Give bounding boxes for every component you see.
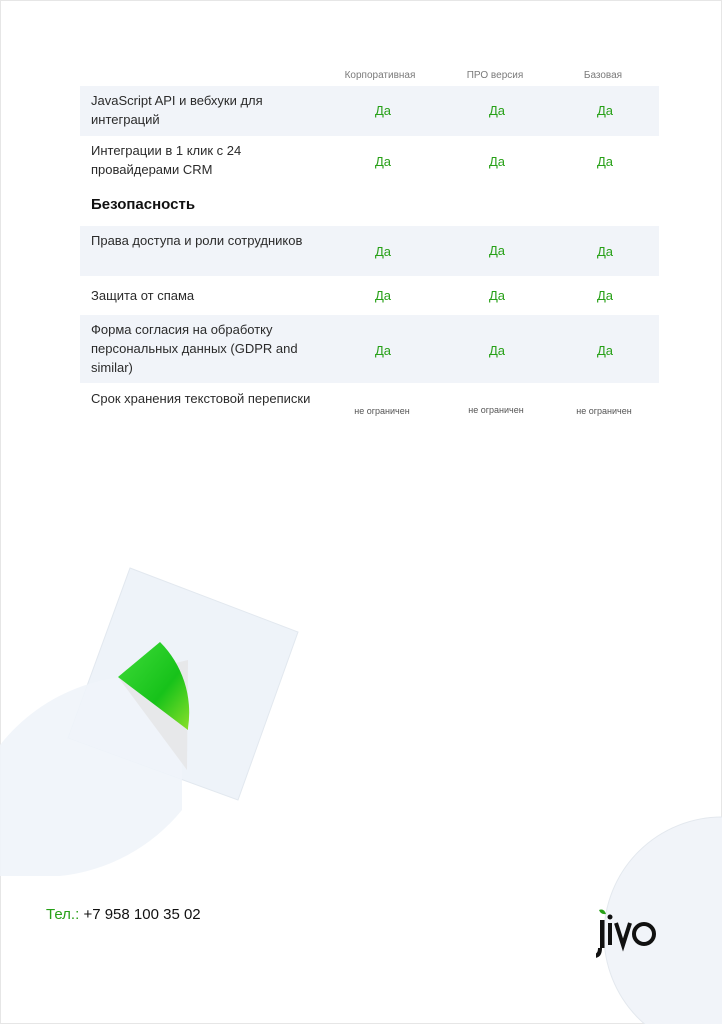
table-row	[80, 315, 659, 383]
value-pro: не ограничен	[468, 405, 524, 415]
table-row	[80, 383, 659, 433]
value-pro: Да	[488, 154, 506, 169]
table-row	[80, 136, 659, 186]
phone-label: Тел.:	[46, 906, 80, 923]
value-pro: Да	[488, 243, 506, 258]
value-corporate: Да	[374, 343, 392, 358]
column-header-corporate: Корпоративная	[344, 70, 416, 81]
value-basic: не ограничен	[576, 406, 632, 416]
value-corporate: Да	[374, 154, 392, 169]
value-corporate: не ограничен	[354, 406, 410, 416]
jivo-logo	[596, 908, 662, 958]
value-pro: Да	[488, 343, 506, 358]
value-pro: Да	[488, 103, 506, 118]
table-row	[80, 86, 659, 136]
column-header-pro: ПРО версия	[466, 70, 524, 81]
value-basic: Да	[596, 288, 614, 303]
value-pro: Да	[488, 288, 506, 303]
value-corporate: Да	[374, 244, 392, 259]
value-basic: Да	[596, 343, 614, 358]
table-row	[80, 226, 659, 276]
row-label: Срок хранения текстовой переписки	[91, 391, 311, 406]
table-row	[80, 276, 659, 315]
value-basic: Да	[596, 154, 614, 169]
row-label: Права доступа и роли сотрудников	[91, 233, 303, 248]
phone-number: +7 958 100 35 02	[83, 906, 201, 923]
footer-phone	[46, 906, 201, 923]
value-basic: Да	[596, 103, 614, 118]
row-label: Форма согласия на обработку персональных данных (GDPR and similar)	[91, 322, 298, 375]
column-header-basic: Базовая	[583, 70, 623, 81]
row-label: Защита от спама	[91, 288, 195, 303]
row-label: Интеграции в 1 клик с 24 провайдерами CRM	[91, 143, 242, 177]
value-corporate: Да	[374, 103, 392, 118]
row-label: JavaScript API и вебхуки для интеграций	[91, 93, 263, 127]
section-title: Безопасность	[91, 196, 196, 213]
decorative-shapes	[0, 560, 310, 880]
value-corporate: Да	[374, 288, 392, 303]
value-basic: Да	[596, 244, 614, 259]
